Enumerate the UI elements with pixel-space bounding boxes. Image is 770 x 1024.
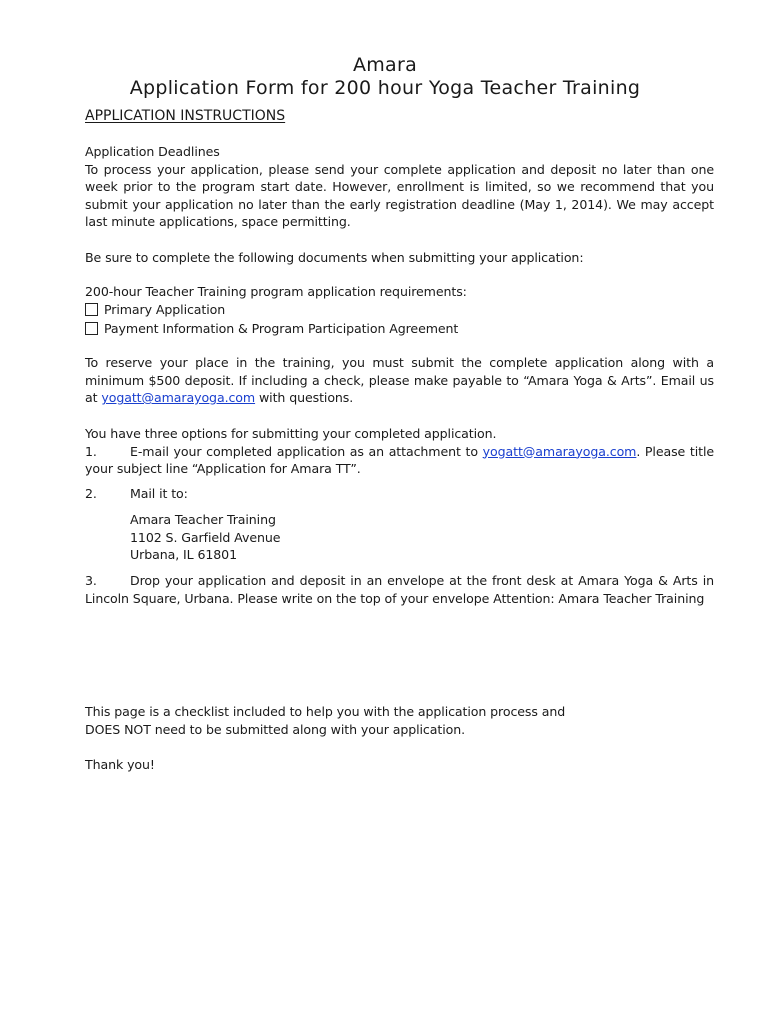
footer-line: DOES NOT need to be submitted along with your application. (85, 721, 466, 737)
requirement-label: Primary Application (104, 302, 226, 318)
reserve-paragraph (85, 354, 714, 407)
contact-email-link[interactable]: yogatt@amarayoga.com (101, 390, 256, 406)
requirement-label: Payment Information & Program Participation Agreement (104, 320, 459, 336)
reserve-text: To reserve your place in the training, you must submit the complete application along with a minimum $500 deposit. If including a check, please make payable to “Amara Yoga & Arts”. Email us at (85, 355, 714, 406)
org-title: Amara (352, 54, 418, 76)
option-text: Mail it to: (130, 486, 188, 501)
option-2 (85, 485, 714, 503)
option-number: 2. (85, 486, 97, 501)
option-text: Drop your application and deposit in an envelope at the front desk at Amara Yoga & Arts in Lincoln Square, Urbana. Please write on the top of your envelope Attention: Amara Teacher Training (85, 573, 714, 606)
checkbox-payment-agreement[interactable] (85, 322, 98, 335)
deadlines-section (85, 143, 714, 231)
option-number: 3. (85, 573, 97, 588)
footer-note (85, 703, 714, 738)
options-section (85, 425, 714, 478)
mailing-address (85, 511, 714, 564)
option-text: E-mail your completed application as an attachment to (130, 443, 483, 459)
address-line: Urbana, IL 61801 (130, 547, 238, 563)
address-line: 1102 S. Garfield Avenue (130, 529, 281, 545)
options-intro: You have three options for submitting your completed application. (85, 426, 497, 441)
documents-intro: Be sure to complete the following documents when submitting your application: (85, 250, 584, 265)
option-text-end: . Please title your subject line “Application for Amara TT”. (85, 443, 714, 477)
option-1 (85, 443, 714, 478)
reserve-text-end: with questions. (255, 390, 354, 406)
deadlines-label: Application Deadlines (85, 144, 220, 159)
requirements-label: 200-hour Teacher Training program application requirements: (85, 284, 467, 299)
option-email-link[interactable]: yogatt@amarayoga.com (482, 443, 637, 459)
footer-line: This page is a checklist included to help you with the application process and (85, 704, 566, 719)
instructions-heading: APPLICATION INSTRUCTIONS (85, 108, 286, 124)
thank-you: Thank you! (85, 757, 155, 772)
address-line: Amara Teacher Training (130, 512, 276, 527)
requirement-item (85, 319, 714, 338)
option-3 (85, 572, 714, 607)
option-number: 1. (85, 443, 97, 459)
requirement-item (85, 301, 714, 320)
checkbox-primary-application[interactable] (85, 303, 98, 316)
deadlines-text: To process your application, please send your complete application and deposit no later than one week prior to the program start date. However, enrollment is limited, so we recommend that you submit your application no later than the early registration deadline (May 1, 2014). We may accept last minute applications, space permitting. (85, 161, 714, 230)
requirements-section (85, 283, 714, 338)
form-title: Application Form for 200 hour Yoga Teacher Training (129, 77, 641, 99)
